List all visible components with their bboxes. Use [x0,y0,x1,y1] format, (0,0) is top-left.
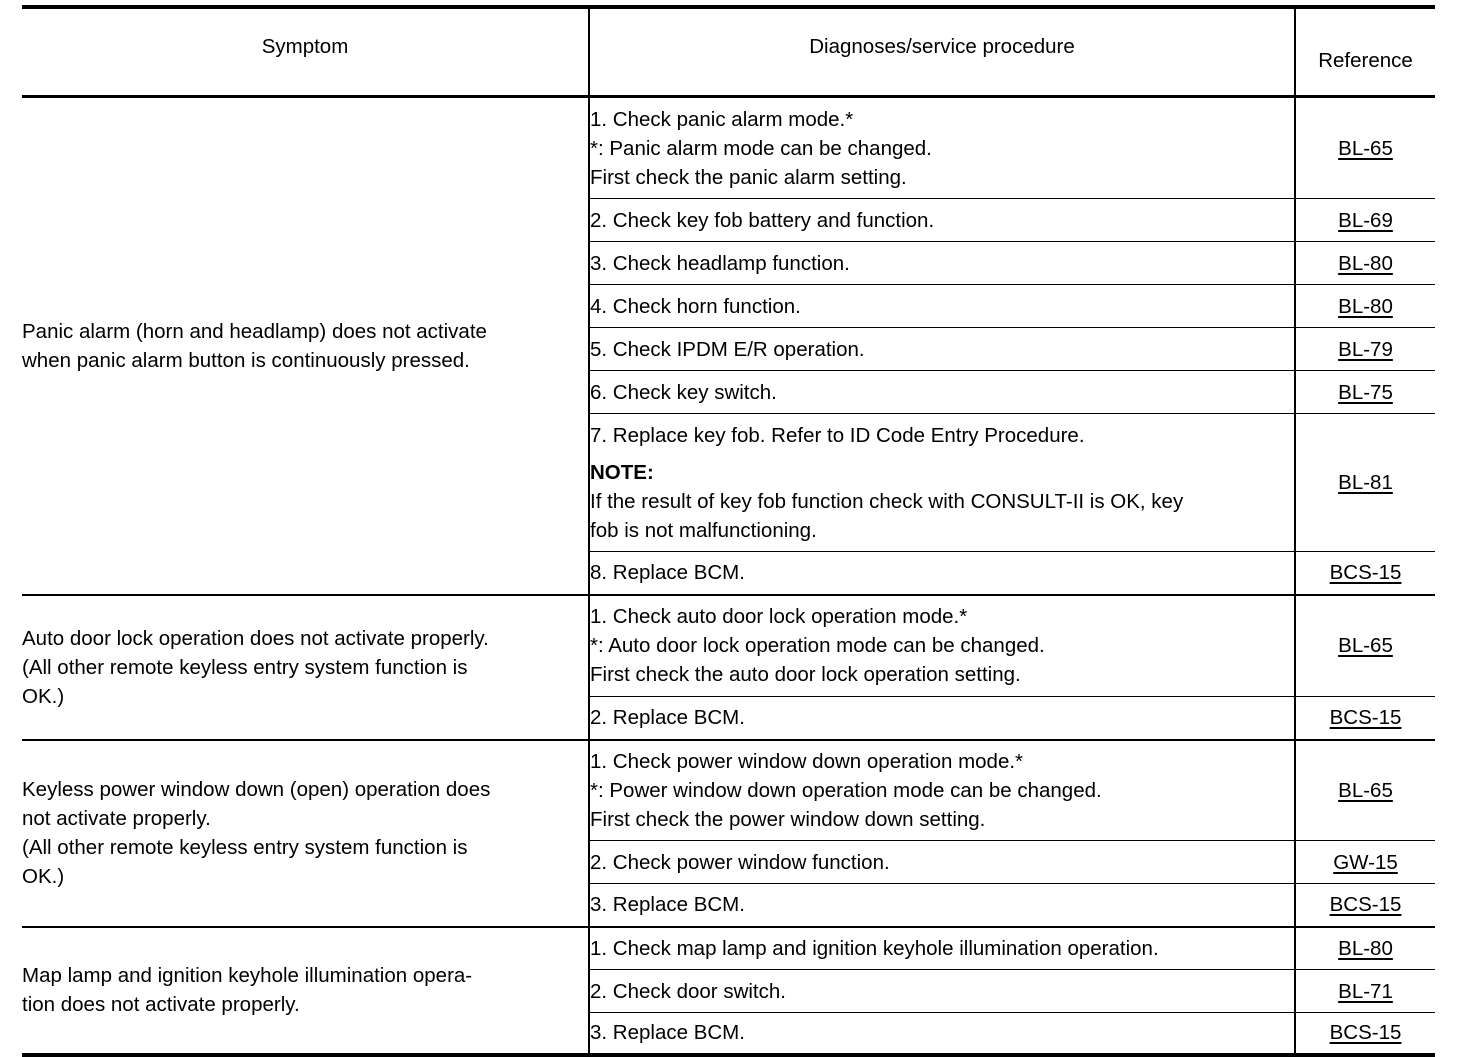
reference-link[interactable]: BL-75 [1338,380,1393,404]
reference-link[interactable]: BL-80 [1338,294,1393,318]
reference-cell [1295,970,1435,1013]
procedure-cell [589,740,1295,841]
header-row [22,7,1435,97]
reference-cell [1295,740,1435,841]
procedure-cell [589,242,1295,285]
symptom-text: Panic alarm (horn and headlamp) does not activate [22,319,487,343]
note-label: NOTE: [590,460,654,484]
procedure-cell [589,97,1295,199]
procedure-text: First check the power window down setting. [590,807,986,831]
reference-link[interactable]: BL-71 [1338,979,1393,1003]
reference-cell [1295,242,1435,285]
symptom-text: OK.) [22,865,65,888]
symptom-cell [22,927,589,1055]
reference-cell [1295,697,1435,740]
symptom-text: when panic alarm button is continuously pressed. [22,348,470,372]
symptom-cell [22,97,589,595]
procedure-cell [589,552,1295,595]
symptom-cell [22,740,589,927]
procedure-text: 4. Check horn function. [590,294,801,318]
header-symptom: Symptom [22,7,589,97]
symptom-text: Map lamp and ignition keyhole illumination opera- [22,964,473,987]
procedure-text: *: Panic alarm mode can be changed. [590,136,932,160]
procedure-text: 7. Replace key fob. Refer to ID Code Entry Procedure. [590,423,1085,447]
reference-link[interactable]: BL-65 [1338,778,1393,802]
header-procedure: Diagnoses/service procedure [589,7,1295,97]
procedure-text: 3. Replace BCM. [590,1021,745,1045]
procedure-text: 2. Check key fob battery and function. [590,208,935,232]
procedure-text: *: Auto door lock operation mode can be changed. [590,634,1045,658]
symptom-text: (All other remote keyless entry system function is [22,836,468,859]
table-row [22,595,1435,697]
reference-link[interactable]: BL-79 [1338,337,1393,361]
procedure-text: 8. Replace BCM. [590,561,745,585]
procedure-cell [589,927,1295,970]
procedure-text: 1. Check power window down operation mode.* [590,749,1024,773]
reference-link[interactable]: BL-65 [1338,136,1393,160]
note-text: If the result of key fob function check with CONSULT-II is OK, key [590,489,1184,513]
procedure-text: 1. Check panic alarm mode.* [590,107,854,131]
diagnosis-table [22,5,1435,1057]
procedure-text: 1. Check map lamp and ignition keyhole illumination operation. [590,936,1159,960]
procedure-cell [589,1013,1295,1055]
symptom-text: tion does not activate properly. [22,993,300,1016]
reference-cell [1295,841,1435,884]
procedure-cell [589,328,1295,371]
reference-cell [1295,97,1435,199]
reference-link[interactable]: BCS-15 [1329,893,1402,917]
procedure-text: 3. Replace BCM. [590,893,745,917]
reference-link[interactable]: BL-81 [1338,471,1393,494]
note-text: fob is not malfunctioning. [590,518,817,542]
procedure-text: First check the panic alarm setting. [590,165,907,189]
reference-cell [1295,285,1435,328]
procedure-text: First check the auto door lock operation setting. [590,663,1021,687]
procedure-text: 3. Check headlamp function. [590,251,850,275]
reference-link[interactable]: BCS-15 [1329,706,1402,730]
reference-link[interactable]: BL-65 [1338,634,1393,658]
procedure-cell [589,199,1295,242]
reference-cell [1295,414,1435,552]
reference-link[interactable]: GW-15 [1333,850,1398,874]
procedure-text: 1. Check auto door lock operation mode.* [590,605,968,629]
procedure-cell [589,414,1295,552]
procedure-cell [589,884,1295,927]
reference-cell [1295,595,1435,697]
table-row [22,927,1435,970]
symptom-text: not activate properly. [22,807,211,830]
reference-cell [1295,1013,1435,1055]
symptom-text: Auto door lock operation does not activate properly. [22,626,489,650]
reference-cell [1295,199,1435,242]
reference-link[interactable]: BCS-15 [1329,1021,1402,1045]
reference-cell [1295,328,1435,371]
symptom-text: (All other remote keyless entry system function is [22,655,468,679]
procedure-cell [589,285,1295,328]
reference-cell [1295,884,1435,927]
procedure-text: *: Power window down operation mode can be changed. [590,778,1102,802]
reference-link[interactable]: BL-80 [1338,251,1393,275]
reference-cell [1295,371,1435,414]
procedure-text: 2. Check door switch. [590,979,786,1003]
reference-link[interactable]: BL-80 [1338,936,1393,960]
symptom-cell [22,595,589,740]
table-row [22,740,1435,841]
procedure-cell [589,841,1295,884]
procedure-cell [589,595,1295,697]
procedure-text: 2. Check power window function. [590,850,890,874]
procedure-cell [589,970,1295,1013]
symptom-text: OK.) [22,684,65,708]
reference-link[interactable]: BL-69 [1338,208,1393,232]
procedure-text: 5. Check IPDM E/R operation. [590,337,865,361]
symptom-text: Keyless power window down (open) operation does [22,778,491,801]
procedure-text: 6. Check key switch. [590,380,777,404]
reference-cell [1295,927,1435,970]
procedure-text: 2. Replace BCM. [590,706,745,730]
reference-cell [1295,552,1435,595]
procedure-cell [589,697,1295,740]
table-row [22,97,1435,199]
reference-link[interactable]: BCS-15 [1329,561,1402,585]
header-reference: Reference [1295,7,1435,97]
procedure-cell [589,371,1295,414]
